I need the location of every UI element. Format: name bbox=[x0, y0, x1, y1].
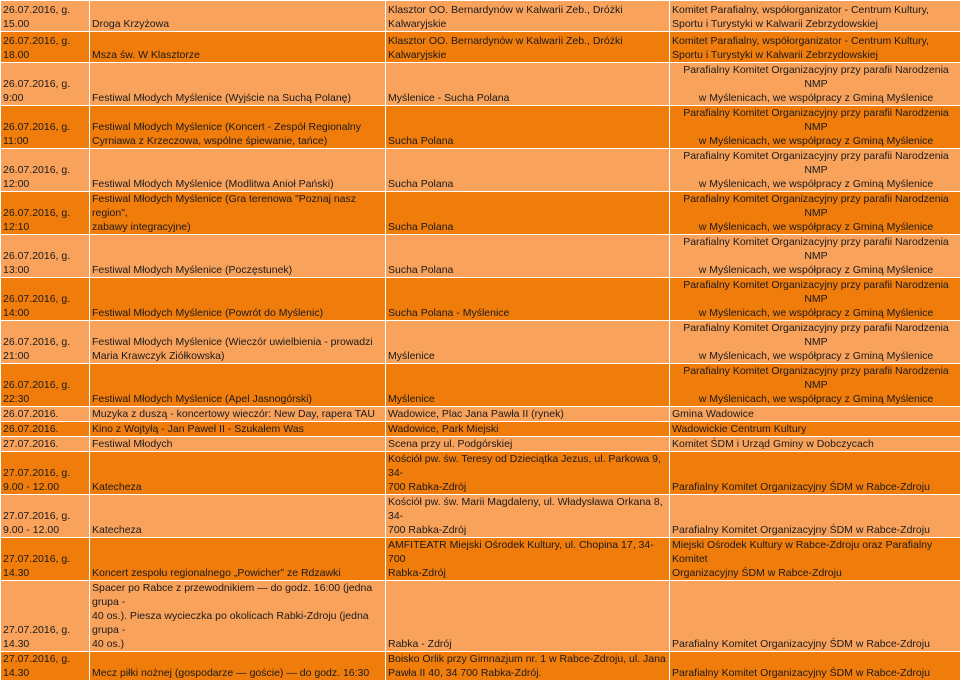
date-cell: 26.07.2016, g. 12:10 bbox=[1, 192, 90, 235]
place-cell: Wadowice, Plac Jana Pawła II (rynek) bbox=[386, 407, 670, 422]
place-cell: Kościół pw. św. Teresy od Dzieciątka Jezus, ul. Parkowa 9, 34- 700 Rabka-Zdrój bbox=[386, 452, 670, 495]
event-cell: Festiwal Młodych Myślenice (Apel Jasnogórski) bbox=[90, 364, 386, 407]
date-cell: 26.07.2016, g. 9:00 bbox=[1, 63, 90, 106]
place-cell: Sucha Polana - Myślenice bbox=[386, 278, 670, 321]
place-cell: Wadowice, Park Miejski bbox=[386, 422, 670, 437]
organizer-cell: Parafialny Komitet Organizacyjny przy parafii Narodzenia NMP w Myślenicach, we współpracy z Gminą Myślenice bbox=[670, 106, 960, 149]
place-cell: AMFITEATR Miejski Ośrodek Kultury, ul. Chopina 17, 34-700 Rabka-Zdrój bbox=[386, 538, 670, 581]
organizer-cell: Wadowickie Centrum Kultury bbox=[670, 422, 960, 437]
place-cell: Sucha Polana bbox=[386, 106, 670, 149]
date-cell: 26.07.2016. bbox=[1, 422, 90, 437]
event-cell: Kino z Wojtyłą - Jan Paweł II - Szukałem Was bbox=[90, 422, 386, 437]
date-cell: 27.07.2016, g. 14.30 bbox=[1, 581, 90, 652]
organizer-cell: Parafialny Komitet Organizacyjny przy parafii Narodzenia NMP w Myślenicach, we współpracy z Gminą Myślenice bbox=[670, 364, 960, 407]
organizer-cell: Parafialny Komitet Organizacyjny ŚDM w Rabce-Zdroju bbox=[670, 452, 960, 495]
date-cell: 26.07.2016, g. 11:00 bbox=[1, 106, 90, 149]
place-cell: Klasztor OO. Bernardynów w Kalwarii Zeb., Dróżki Kalwaryjskie bbox=[386, 1, 670, 32]
table-row bbox=[1, 106, 960, 149]
organizer-cell: Parafialny Komitet Organizacyjny ŚDM w Rabce-Zdroju bbox=[670, 495, 960, 538]
organizer-cell: Parafialny Komitet Organizacyjny przy parafii Narodzenia NMP w Myślenicach, we współpracy z Gminą Myślenice bbox=[670, 192, 960, 235]
table-row bbox=[1, 32, 960, 63]
table-row bbox=[1, 407, 960, 422]
organizer-cell: Gmina Wadowice bbox=[670, 407, 960, 422]
date-cell: 27.07.2016, g. 14.30 bbox=[1, 652, 90, 681]
organizer-cell: Miejski Ośrodek Kultury w Rabce-Zdroju oraz Parafialny Komitet Organizacyjny ŚDM w Rabce-Zdroju bbox=[670, 538, 960, 581]
organizer-cell: Parafialny Komitet Organizacyjny przy parafii Narodzenia NMP w Myślenicach, we współpracy z Gminą Myślenice bbox=[670, 63, 960, 106]
event-cell: Festiwal Młodych Myślenice (Koncert - Zespół Regionalny Cyrniawa z Krzeczowa, wspólne śpiewanie, tańce) bbox=[90, 106, 386, 149]
table-row bbox=[1, 149, 960, 192]
date-cell: 26.07.2016, g. 18.00 bbox=[1, 32, 90, 63]
table-row bbox=[1, 422, 960, 437]
organizer-cell: Parafialny Komitet Organizacyjny przy parafii Narodzenia NMP w Myślenicach, we współpracy z Gminą Myślenice bbox=[670, 278, 960, 321]
event-cell: Muzyka z duszą - koncertowy wieczór: New Day, rapera TAU bbox=[90, 407, 386, 422]
table-row bbox=[1, 581, 960, 652]
event-cell: Mecz piłki nożnej (gospodarze — goście) — do godz. 16:30 bbox=[90, 652, 386, 681]
event-cell: Koncert zespołu regionalnego „Powicher” ze Rdzawki bbox=[90, 538, 386, 581]
date-cell: 27.07.2016, g. 9.00 - 12.00 bbox=[1, 452, 90, 495]
date-cell: 26.07.2016, g. 12:00 bbox=[1, 149, 90, 192]
place-cell: Sucha Polana bbox=[386, 235, 670, 278]
event-cell: Festiwal Młodych Myślenice (Wyjście na Suchą Polanę) bbox=[90, 63, 386, 106]
place-cell: Kościół pw. św. Marii Magdaleny, ul. Władysława Orkana 8, 34- 700 Rabka-Zdrój bbox=[386, 495, 670, 538]
event-cell: Katecheza bbox=[90, 495, 386, 538]
event-cell: Festiwal Młodych Myślenice (Modlitwa Anioł Pański) bbox=[90, 149, 386, 192]
event-cell: Katecheza bbox=[90, 452, 386, 495]
table-row bbox=[1, 192, 960, 235]
organizer-cell: Parafialny Komitet Organizacyjny przy parafii Narodzenia NMP w Myślenicach, we współpracy z Gminą Myślenice bbox=[670, 321, 960, 364]
date-cell: 27.07.2016, g. 14.30 bbox=[1, 538, 90, 581]
date-cell: 26.07.2016, g. 15.00 bbox=[1, 1, 90, 32]
organizer-cell: Komitet Parafialny, współorganizator - Centrum Kultury, Sportu i Turystyki w Kalwarii Zebrzydowskiej bbox=[670, 1, 960, 32]
table-row bbox=[1, 652, 960, 681]
event-cell: Festiwal Młodych Myślenice (Gra terenowa "Poznaj nasz region", zabawy integracyjne) bbox=[90, 192, 386, 235]
place-cell: Scena przy ul. Podgórskiej bbox=[386, 437, 670, 452]
place-cell: Myślenice bbox=[386, 321, 670, 364]
organizer-cell: Parafialny Komitet Organizacyjny ŚDM w Rabce-Zdroju bbox=[670, 581, 960, 652]
table-row bbox=[1, 452, 960, 495]
event-cell: Msza św. W Klasztorze bbox=[90, 32, 386, 63]
table-row bbox=[1, 1, 960, 32]
date-cell: 26.07.2016, g. 22:30 bbox=[1, 364, 90, 407]
event-cell: Spacer po Rabce z przewodnikiem — do godz. 16:00 (jedna grupa - 40 os.). Piesza wycieczka po okolicach Rabki-Zdroju (jedna grupa - 40 os.) bbox=[90, 581, 386, 652]
place-cell: Sucha Polana bbox=[386, 149, 670, 192]
place-cell: Rabka - Zdrój bbox=[386, 581, 670, 652]
table-row bbox=[1, 321, 960, 364]
date-cell: 26.07.2016, g. 21:00 bbox=[1, 321, 90, 364]
event-cell: Festiwal Młodych Myślenice (Poczęstunek) bbox=[90, 235, 386, 278]
event-cell: Festiwal Młodych bbox=[90, 437, 386, 452]
table-row bbox=[1, 235, 960, 278]
organizer-cell: Parafialny Komitet Organizacyjny przy parafii Narodzenia NMP w Myślenicach, we współpracy z Gminą Myślenice bbox=[670, 235, 960, 278]
place-cell: Klasztor OO. Bernardynów w Kalwarii Zeb., Dróżki Kalwaryjskie bbox=[386, 32, 670, 63]
organizer-cell: Komitet ŚDM i Urząd Gminy w Dobczycach bbox=[670, 437, 960, 452]
place-cell: Myślenice bbox=[386, 364, 670, 407]
event-cell: Festiwal Młodych Myślenice (Powrót do Myślenic) bbox=[90, 278, 386, 321]
organizer-cell: Parafialny Komitet Organizacyjny ŚDM w Rabce-Zdroju bbox=[670, 652, 960, 681]
organizer-cell: Komitet Parafialny, współorganizator - Centrum Kultury, Sportu i Turystyki w Kalwarii Zebrzydowskiej bbox=[670, 32, 960, 63]
organizer-cell: Parafialny Komitet Organizacyjny przy parafii Narodzenia NMP w Myślenicach, we współpracy z Gminą Myślenice bbox=[670, 149, 960, 192]
table-row bbox=[1, 63, 960, 106]
table-row bbox=[1, 538, 960, 581]
date-cell: 26.07.2016, g. 14:00 bbox=[1, 278, 90, 321]
table-row bbox=[1, 278, 960, 321]
place-cell: Sucha Polana bbox=[386, 192, 670, 235]
table-row bbox=[1, 364, 960, 407]
table-row bbox=[1, 495, 960, 538]
table-row bbox=[1, 437, 960, 452]
date-cell: 27.07.2016, g. 9.00 - 12.00 bbox=[1, 495, 90, 538]
place-cell: Myślenice - Sucha Polana bbox=[386, 63, 670, 106]
place-cell: Boisko Orlik przy Gimnazjum nr. 1 w Rabce-Zdroju, ul. Jana Pawła II 40, 34 700 Rabka-Zdrój. bbox=[386, 652, 670, 681]
date-cell: 27.07.2016. bbox=[1, 437, 90, 452]
event-cell: Festiwal Młodych Myślenice (Wieczór uwielbienia - prowadzi Maria Krawczyk Ziółkowska) bbox=[90, 321, 386, 364]
date-cell: 26.07.2016. bbox=[1, 407, 90, 422]
date-cell: 26.07.2016, g. 13:00 bbox=[1, 235, 90, 278]
event-cell: Droga Krzyżowa bbox=[90, 1, 386, 32]
